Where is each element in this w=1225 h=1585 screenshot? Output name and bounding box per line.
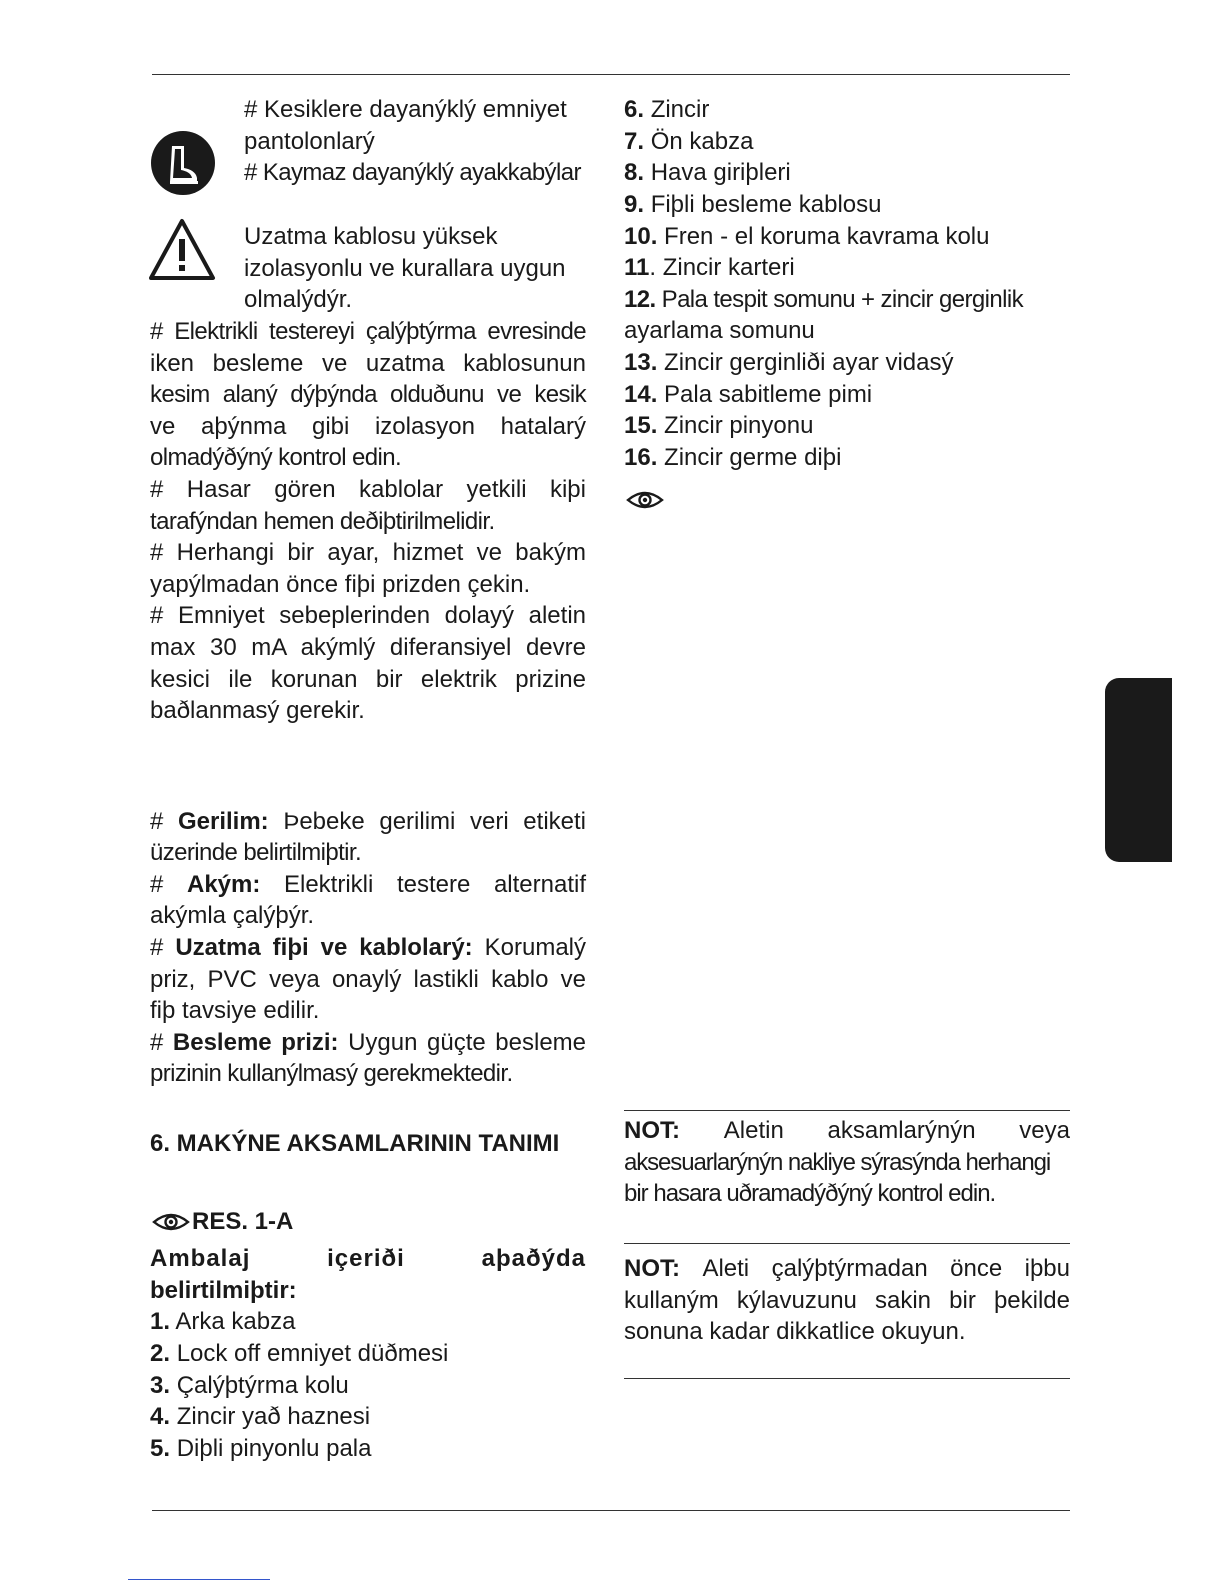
part-item (624, 252, 795, 284)
ppe-shoes: # Kaymaz dayanýklý ayakkabýlar (244, 159, 581, 186)
safety-line: kesici ile korunan bir elektrik prizine (150, 666, 586, 693)
part-number: 8. (624, 159, 645, 186)
note1-line3: bir hasara uðramadýðýný kontrol edin. (624, 1180, 996, 1207)
safety-line: kesim alaný dýþýnda olduðunu ve kesik (150, 381, 586, 408)
note2-line2: kullaným kýlavuzunu sakin bir þekilde (624, 1287, 1070, 1314)
note1-line1 (624, 1115, 1070, 1147)
safety-line: # Elektrikli testereyi çalýþtýrma evresinde (150, 318, 586, 345)
part-item (150, 1433, 371, 1465)
boot-icon (150, 130, 216, 201)
part-number: 9. (624, 191, 645, 218)
akim-line1: # Akým: Elektrikli testere alternatif (150, 871, 587, 898)
besleme-label: Besleme prizi: (172, 1029, 339, 1056)
part-number: 3. (150, 1372, 171, 1399)
part-name: Pala tespit somunu + zincir gerginlik (661, 286, 1023, 313)
part-number: 7. (624, 128, 645, 155)
uzatma-line2: priz, PVC veya onaylý lastikli kablo ve (150, 966, 586, 993)
header-rule (152, 74, 1070, 75)
besleme-line2: prizinin kullanýlmasý gerekmektedir. (150, 1060, 513, 1087)
eye-icon (152, 1212, 190, 1237)
safety-line: # Emniyet sebeplerinden dolayý aletin (150, 602, 586, 629)
warning-line1: Uzatma kablosu yüksek (244, 223, 498, 250)
part-item (150, 1401, 370, 1433)
safety-line: iken besleme ve uzatma kablosunun (150, 350, 586, 377)
uzatma-text: Korumalý (484, 934, 586, 961)
part-name: Zincir gerginliði ayar vidasý (664, 349, 954, 376)
note1-text: Aletin aksamlarýnýn veya (723, 1117, 1071, 1144)
part-number: 15. (624, 412, 658, 439)
safety-line: yapýlmadan önce fiþi prizden çekin. (150, 571, 531, 598)
akim-label: Akým: (186, 871, 261, 898)
part-item (624, 189, 881, 221)
safety-line: ve aþýnma gibi izolasyon hatalarý (150, 413, 586, 440)
warning-line2: izolasyonlu ve kurallara uygun (244, 255, 566, 282)
note2-line3: sonuna kadar dikkatlice okuyun. (624, 1318, 966, 1345)
part-number: 1. (150, 1308, 171, 1335)
part-number: 14. (624, 381, 658, 408)
besleme-text: Uygun güçte besleme (348, 1029, 587, 1056)
safety-line: tarafýndan hemen deðiþtirilmelidir. (150, 508, 495, 535)
part-item (624, 410, 813, 442)
part-item (150, 1370, 349, 1402)
figure-ref: RES. 1-A (192, 1208, 294, 1235)
package-line2: belirtilmiþtir: (150, 1277, 297, 1304)
safety-line: # Hasar gören kablolar yetkili kiþi (150, 476, 586, 503)
part-name: Ön kabza (650, 128, 754, 155)
gerilim-text: Þebeke gerilimi veri etiketi (283, 808, 587, 835)
section-title: 6. MAKÝNE AKSAMLARININ TANIMI (150, 1130, 560, 1157)
part-number: 12. (624, 286, 656, 313)
safety-line: max 30 mA akýmlý diferansiyel devre (150, 634, 586, 661)
gerilim-line2: üzerinde belirtilmiþtir. (150, 839, 362, 866)
package-line1: Ambalaj içeriði aþaðýda (150, 1245, 586, 1272)
uzatma-line3: fiþ tavsiye edilir. (150, 997, 320, 1024)
part-item (150, 1306, 295, 1338)
part-item (624, 126, 753, 158)
part-number: 6. (624, 96, 645, 123)
part-number: 4. (150, 1403, 171, 1430)
gerilim-label: Gerilim: (177, 808, 269, 835)
gerilim-line1: # Gerilim: Þebeke gerilimi veri etiketi (150, 808, 587, 835)
part-name: Fren - el koruma kavrama kolu (664, 223, 990, 250)
part-number: 16. (624, 444, 658, 471)
part-name: ayarlama somunu (624, 317, 815, 344)
note2-text: Aleti çalýþtýrmadan önce iþbu (702, 1255, 1070, 1282)
part-name: Zincir pinyonu (664, 412, 814, 439)
part-name: Zincir yað haznesi (176, 1403, 371, 1430)
akim-text: Elektrikli testere alternatif (283, 871, 587, 898)
part-item (624, 221, 990, 253)
part-item-continuation (624, 315, 815, 347)
note2-line1 (624, 1253, 1070, 1285)
part-number: 10. (624, 223, 658, 250)
part-name: Hava giriþleri (650, 159, 791, 186)
part-name: . Zincir karteri (649, 254, 795, 281)
ppe-trousers-line2: pantolonlarý (244, 128, 375, 155)
part-name: Zincir (650, 96, 710, 123)
part-item (624, 442, 841, 474)
eye-icon (626, 490, 664, 515)
part-number: 2. (150, 1340, 171, 1367)
part-name: Zincir germe diþi (664, 444, 842, 471)
akim-line2: akýmla çalýþýr. (150, 902, 315, 929)
part-item (624, 347, 954, 379)
part-number: 11 (624, 254, 650, 281)
warning-line3: olmalýdýr. (244, 286, 353, 313)
note1-line2: aksesuarlarýnýn nakliye sýrasýnda herhangi (624, 1149, 1051, 1176)
part-name: Lock off emniyet düðmesi (176, 1340, 449, 1367)
safety-line: # Herhangi bir ayar, hizmet ve bakým (150, 539, 586, 566)
ppe-trousers-line1: # Kesiklere dayanýklý emniyet (244, 96, 567, 123)
footer-link-underline (128, 1579, 270, 1580)
note-rule (624, 1243, 1070, 1244)
part-item (624, 379, 872, 411)
part-name: Çalýþtýrma kolu (176, 1372, 349, 1399)
note2-label: NOT: (624, 1255, 680, 1282)
part-item (624, 157, 791, 189)
uzatma-label: Uzatma fiþi ve kablolarý: (175, 934, 473, 961)
language-tab (1105, 678, 1172, 862)
besleme-line1: # Besleme prizi: Uygun güçte besleme (150, 1029, 587, 1056)
safety-line: olmadýðýný kontrol edin. (150, 444, 402, 471)
safety-line: baðlanmasý gerekir. (150, 697, 365, 724)
note1-label: NOT: (624, 1117, 680, 1144)
part-number: 5. (150, 1435, 171, 1462)
warning-triangle-icon (148, 218, 216, 287)
note-rule (624, 1110, 1070, 1111)
note-rule (624, 1378, 1070, 1379)
part-item (150, 1338, 448, 1370)
part-name: Diþli pinyonlu pala (176, 1435, 372, 1462)
part-item (624, 284, 1023, 316)
part-name: Pala sabitleme pimi (664, 381, 873, 408)
uzatma-line1: # Uzatma fiþi ve kablolarý: Korumalý (150, 934, 586, 961)
part-name: Fiþli besleme kablosu (650, 191, 882, 218)
footer-rule (152, 1510, 1070, 1511)
part-number: 13. (624, 349, 658, 376)
part-item (624, 94, 709, 126)
part-name: Arka kabza (175, 1308, 296, 1335)
